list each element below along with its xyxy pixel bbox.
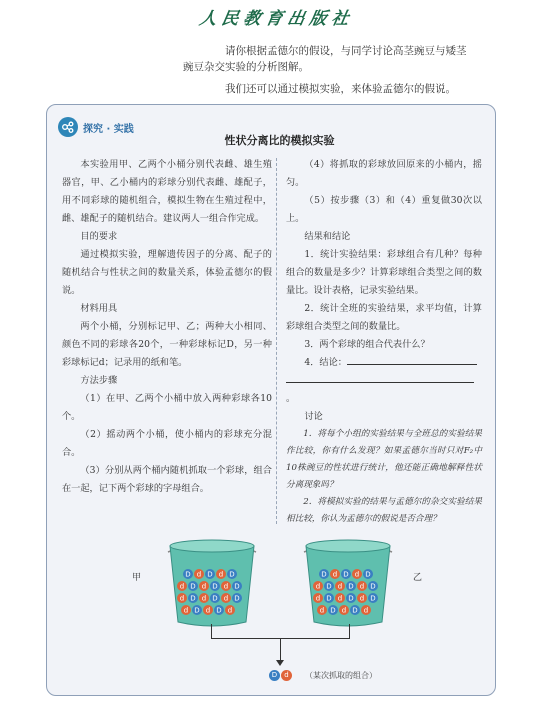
ball-letter: D bbox=[212, 582, 218, 591]
ball-letter: d bbox=[223, 594, 229, 603]
ball-letter: d bbox=[183, 606, 189, 615]
ball-letter: D bbox=[348, 594, 354, 603]
ball-letter: d bbox=[359, 594, 365, 603]
ball-letter: d bbox=[223, 582, 229, 591]
ball-letter: D bbox=[190, 594, 196, 603]
ball-letter: D bbox=[370, 582, 376, 591]
ball-letter: D bbox=[326, 594, 332, 603]
ball-letter: D bbox=[190, 582, 196, 591]
section-heading-results: 结果和结论 bbox=[304, 231, 351, 242]
ball-letter: d bbox=[332, 570, 338, 579]
left-column bbox=[62, 156, 272, 498]
ball-letter: D bbox=[216, 606, 222, 615]
ball-letter: D bbox=[185, 570, 191, 579]
ball-letter: D bbox=[370, 594, 376, 603]
ball-letter: d bbox=[179, 582, 185, 591]
result-question-1: 1．统计实验结果：彩球组合有几种？每种组合的数量是多少？计算彩球组合类型之间的数量比。设计表格，记录实验结果。 bbox=[286, 249, 482, 296]
conclusion-label: 4．结论： bbox=[304, 357, 347, 368]
method-step-3: （3）分别从两个桶内随机抓取一个彩球，组合在一起，记下两个彩球的字母组合。 bbox=[62, 465, 272, 494]
ball-letter: d bbox=[337, 594, 343, 603]
ball-letter: D bbox=[234, 594, 240, 603]
ball-letter: D bbox=[212, 594, 218, 603]
ball-letter: d bbox=[179, 594, 185, 603]
ball-letter: d bbox=[341, 606, 347, 615]
right-column bbox=[286, 156, 482, 528]
column-divider bbox=[276, 158, 277, 524]
section-heading-discuss: 讨论 bbox=[304, 411, 323, 422]
connector-right bbox=[349, 624, 350, 638]
result-question-2: 2．统计全班的实验结果，求平均值，计算彩球组合类型之间的数量比。 bbox=[286, 303, 482, 332]
ball-letter: D bbox=[321, 570, 327, 579]
intro-paragraph: 本实验用甲、乙两个小桶分别代表雌、雄生殖器官，甲、乙小桶内的彩球分别代表雌、雄配子，用不同彩球的随机组合，模拟生物在生殖过程中，雌、雄配子的随机结合。建议两人一组合作完成。 bbox=[62, 159, 272, 224]
figure-caption: （某次抓取的组合） bbox=[305, 671, 377, 680]
ball-letter: d bbox=[337, 582, 343, 591]
materials-paragraph: 两个小桶，分别标记甲、乙；两种大小相同、颜色不同的彩球各20个，一种彩球标记D，另一种彩球标记d；记录用的纸和笔。 bbox=[62, 321, 272, 368]
conclusion-blank-1 bbox=[347, 354, 477, 365]
bucket-label-yi: 乙 bbox=[413, 573, 423, 583]
discussion-question-1: 1．将每个小组的实验结果与全班总的实验结果作比较，你有什么发现？如果孟德尔当时只对F₂中10株豌豆的性状进行统计，他还能正确地解释性状分离现象吗？ bbox=[286, 429, 482, 490]
ball-letter: D bbox=[343, 570, 349, 579]
ball-letter: d bbox=[315, 582, 321, 591]
ball-letter: d bbox=[315, 594, 321, 603]
ball-letter: D bbox=[194, 606, 200, 615]
activity-tag-label: 探究 · 实践 bbox=[83, 123, 134, 135]
discussion-question-2: 2．将模拟实验的结果与孟德尔的杂交实验结果相比较，你认为孟德尔的假说是否合理？ bbox=[286, 497, 482, 524]
method-step-5: （5）按步骤（3）和（4）重复做30次以上。 bbox=[286, 195, 482, 224]
ball-letter: d bbox=[201, 594, 207, 603]
bucket-jia bbox=[160, 538, 264, 628]
intro-line-1: 请你根据孟德尔的假设，与同学讨论高茎豌豆与矮茎 bbox=[225, 45, 467, 57]
connector-down bbox=[280, 638, 281, 662]
section-heading-materials: 材料用具 bbox=[80, 303, 118, 314]
ball-letter: d bbox=[319, 606, 325, 615]
result-ball-d: d bbox=[281, 670, 292, 681]
intro-line-3: 我们还可以通过模拟实验，来体验孟德尔的假说。 bbox=[225, 83, 456, 95]
ball-letter: d bbox=[359, 582, 365, 591]
conclusion-blank-2 bbox=[286, 372, 474, 383]
ball-letter: d bbox=[354, 570, 360, 579]
ball-letter: d bbox=[363, 606, 369, 615]
goal-paragraph: 通过模拟实验，理解遗传因子的分离、配子的随机结合与性状之间的数量关系，体验孟德尔的假说。 bbox=[62, 249, 272, 296]
ball-letter: D bbox=[365, 570, 371, 579]
result-question-4 bbox=[286, 354, 482, 372]
bucket-yi bbox=[296, 538, 400, 628]
conclusion-line-2: 。 bbox=[286, 372, 482, 408]
section-heading-goal: 目的要求 bbox=[80, 231, 118, 242]
ball-letter: d bbox=[196, 570, 202, 579]
ball-letter: d bbox=[205, 606, 211, 615]
ball-letter: D bbox=[229, 570, 235, 579]
ball-letter: D bbox=[326, 582, 332, 591]
bucket-label-jia: 甲 bbox=[132, 573, 142, 583]
ball-letter: d bbox=[218, 570, 224, 579]
arrow-down-icon bbox=[276, 660, 284, 666]
intro-line-2: 豌豆杂交实验的分析图解。 bbox=[183, 61, 309, 73]
method-step-2: （2）摇动两个小桶，使小桶内的彩球充分混合。 bbox=[62, 429, 272, 458]
result-question-3: 3．两个彩球的组合代表什么？ bbox=[304, 339, 430, 350]
ball-letter: D bbox=[207, 570, 213, 579]
method-step-4: （4）将抓取的彩球放回原来的小桶内，摇匀。 bbox=[286, 159, 482, 188]
result-ball-D: D bbox=[269, 670, 280, 681]
ball-letter: D bbox=[348, 582, 354, 591]
ball-letter: D bbox=[330, 606, 336, 615]
ball-letter: d bbox=[227, 606, 233, 615]
activity-title: 性状分离比的模拟实验 bbox=[224, 134, 335, 147]
publisher-logo: 人民教育出版社 bbox=[197, 9, 356, 29]
connector-left bbox=[211, 624, 212, 638]
method-step-1: （1）在甲、乙两个小桶中放入两种彩球各10个。 bbox=[62, 393, 272, 422]
ball-letter: d bbox=[201, 582, 207, 591]
section-heading-method: 方法步骤 bbox=[80, 375, 118, 386]
ball-letter: D bbox=[234, 582, 240, 591]
ball-letter: D bbox=[352, 606, 358, 615]
